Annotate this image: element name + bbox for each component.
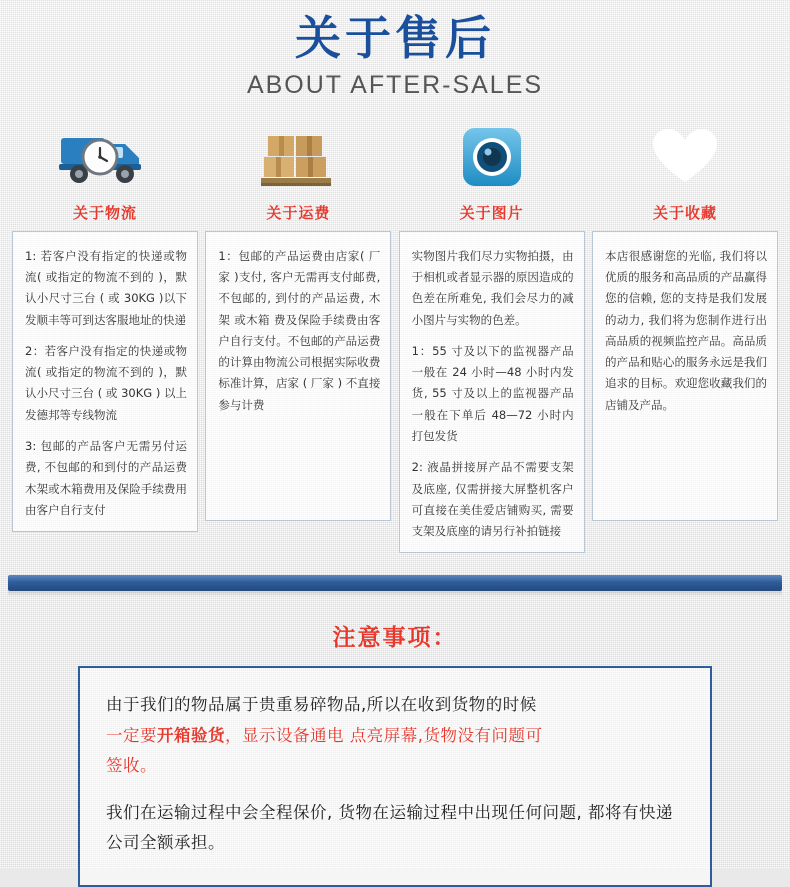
info-paragraph: 1: 若客户没有指定的快递或物流( 或指定的物流不到的 )，默认小尺寸三台 ( 或 30KG )以下发顺丰等可到达客服地址的快递 xyxy=(25,248,187,327)
info-column-body xyxy=(399,231,585,553)
section-divider-bar xyxy=(8,575,782,591)
section-divider-shadow xyxy=(8,591,782,597)
info-paragraph: 3: 包邮的产品客户无需另付运费, 不包邮的和到付的产品运费木架或木箱费用及保险手续费用由客户自行支付 xyxy=(25,439,187,517)
info-paragraph: 实物图片我们尽力实物拍摄，由于相机或者显示器的原因造成的色差在所难免, 我们会尽力的减小图片与实物的色差。 xyxy=(411,248,574,327)
info-paragraph: 本店很感谢您的光临, 我们将以优质的服务和高品质的产品赢得您的信赖, 您的支持是我们发展的动力, 我们将为您制作进行出高品质的视频监控产品。高品质的产品和贴心的服务永远是我们追求的目标。欢迎您收藏我们的店铺及产品。 xyxy=(604,248,767,412)
info-column-favorites xyxy=(592,118,778,553)
info-columns xyxy=(0,100,790,553)
info-column-shipping-fee xyxy=(205,118,391,553)
info-paragraph: 1：55 寸及以下的监视器产品一般在 24 小时—48 小时内发货, 55 寸及以上的监视器产品一般在下单后 48—72 小时内打包发货 xyxy=(411,343,574,444)
info-column-images xyxy=(399,118,585,553)
notice-text-f: 签收。 xyxy=(106,756,157,776)
camera-lens-icon xyxy=(459,118,525,196)
truck-clock-icon xyxy=(55,118,155,196)
info-column-body xyxy=(205,231,391,521)
notice-text-b: 所以在收到货物的时候 xyxy=(366,695,537,715)
cartons-icon xyxy=(258,118,338,196)
notice-emphasis: 开箱验货 xyxy=(157,725,225,745)
page-title: 关于售后 xyxy=(295,11,495,65)
notice-text-c: 一定要 xyxy=(106,725,157,745)
info-column-title: 关于运费 xyxy=(266,203,331,222)
notice-text-e: 货物没有问题可 xyxy=(423,725,543,745)
notice-title: 注意事项： xyxy=(332,625,458,652)
page-header xyxy=(0,0,790,100)
notice-paragraph-1 xyxy=(106,690,684,782)
info-column-logistics xyxy=(12,118,198,553)
info-column-title: 关于收藏 xyxy=(652,203,717,222)
info-paragraph: 2：若客户没有指定的快递或物流( 或指定的物流不到的 )，默认小尺寸三台 ( 或 30KG ) 以上发德邦等专线物流 xyxy=(25,343,187,422)
info-column-title: 关于物流 xyxy=(72,203,137,222)
notice-text-a: 由于我们的物品属于贵重易碎物品, xyxy=(106,695,367,715)
notice-text-d: ，显示设备通电 点亮屏幕, xyxy=(225,725,424,745)
info-column-body xyxy=(12,231,198,532)
page-subtitle: ABOUT AFTER-SALES xyxy=(246,70,544,99)
notice-paragraph-2: 我们在运输过程中会全程保价, 货物在运输过程中出现任何问题, 都将有快递公司全额承担。 xyxy=(106,802,673,853)
info-paragraph: 1：包邮的产品运费由店家( 厂家 )支付, 客户无需再支付邮费, 不包邮的, 到付的产品运费, 木架 或木箱 费及保险手续费由客户自行支付。不包邮的产品运费的计算由物流公司根据实际收费标准计算，店家 ( 厂家 ) 不直接参与计费 xyxy=(218,248,381,412)
heart-icon xyxy=(649,118,721,196)
info-column-body xyxy=(592,231,778,521)
info-column-title: 关于图片 xyxy=(459,203,524,222)
notice-box xyxy=(78,666,712,887)
info-paragraph: 2: 液晶拼接屏产品不需要支架及底座, 仅需拼接大屏整机客户可直接在美佳爱店铺购买, 需要支架及底座的请另行补拍链接 xyxy=(411,460,574,539)
